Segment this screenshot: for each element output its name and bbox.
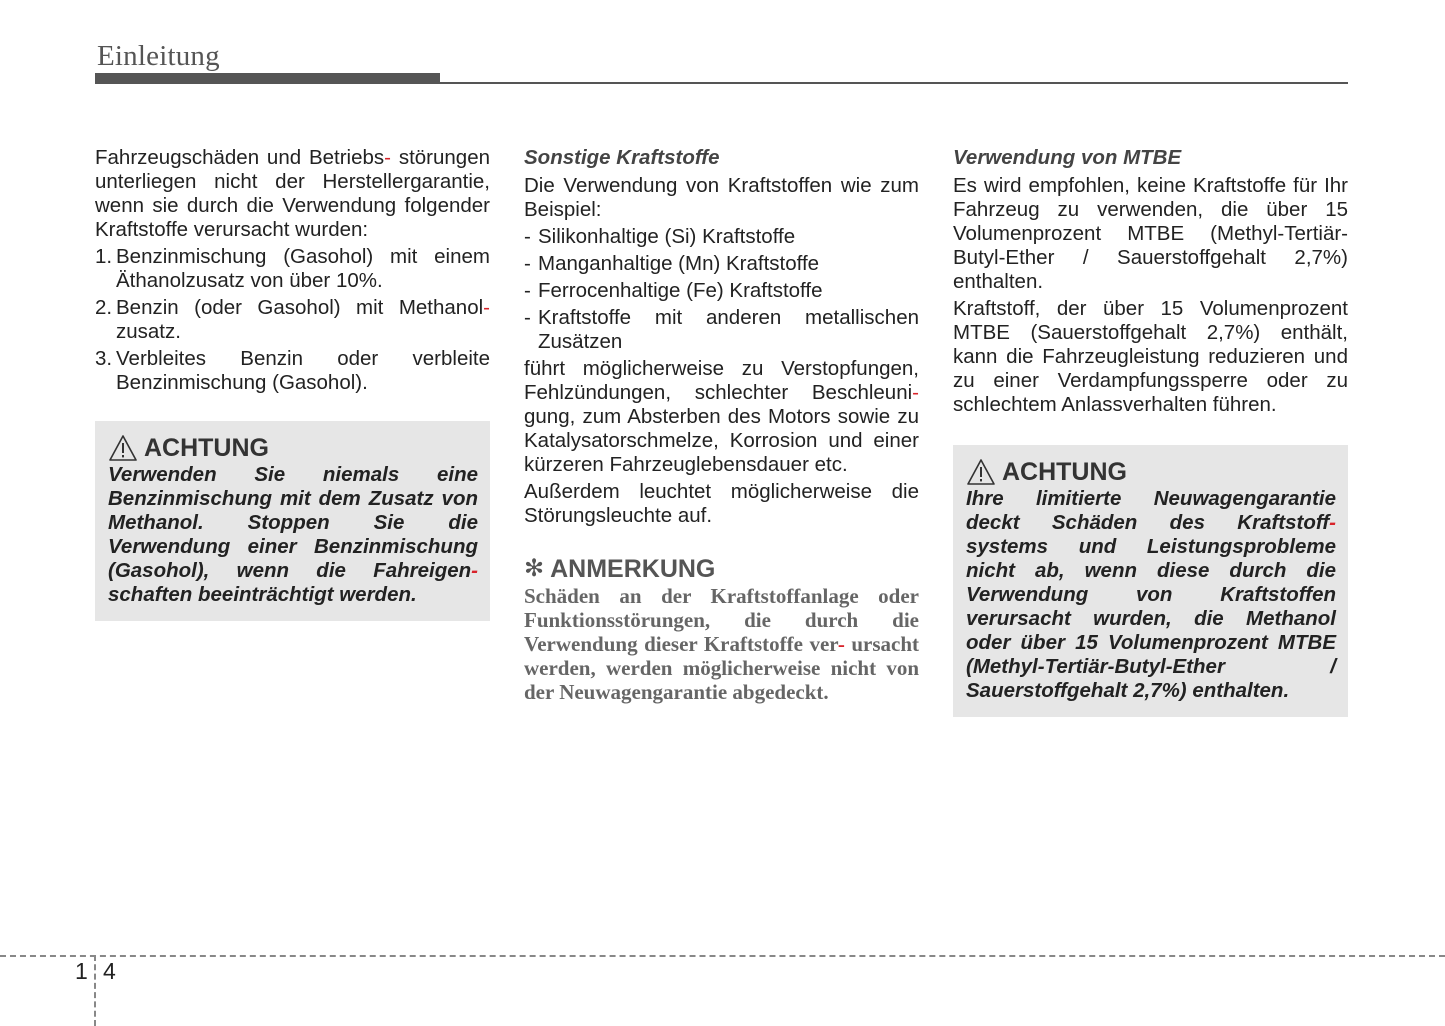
column-right: [953, 146, 1348, 717]
header-bar: [95, 73, 440, 84]
footer-divider: [94, 955, 96, 1026]
note-title: ✻ ANMERKUNG: [524, 555, 716, 583]
paragraph: Es wird empfohlen, keine Kraftstoffe für Ihr Fahrzeug zu verwenden, die über 15 Volumenprozent MTBE (Methyl-Tertiär-Butyl-Ether / Sauerstoffgehalt 2,7%) enthalten.: [953, 174, 1348, 293]
warning-triangle-icon: [966, 458, 996, 486]
chapter-number: 1: [75, 958, 88, 984]
list-item: - Ferrocenhaltige (Fe) Kraftstoffe: [524, 279, 823, 302]
warning-triangle-icon: [108, 434, 138, 462]
section-heading: Sonstige Kraftstoffe: [524, 146, 720, 169]
warning-title: ACHTUNG: [966, 457, 1336, 487]
footer-dashed-line: [0, 955, 1445, 957]
column-middle: [524, 146, 919, 704]
list-item: 2. Benzin (oder Gasohol) mit Methanol- zusatz.: [95, 296, 490, 343]
list-item: 3. Verbleites Benzin oder verbleite Benzinmischung (Gasohol).: [95, 347, 490, 394]
consequence-paragraph: führt möglicherweise zu Verstopfungen, Fehlzündungen, schlechter Beschleuni- gung, zum Absterben des Motors sowie zu Katalysatorschmelze, Korrosion und einer kürzeren Fahrzeuglebensdauer etc.: [524, 357, 919, 476]
section-heading: Verwendung von MTBE: [953, 146, 1182, 169]
note-text: Schäden an der Kraftstoffanlage oder Funktionsstörungen, die durch die Verwendung dieser Kraftstoffe ver- ursacht werden, werden möglicherweise nicht von der Neuwagengarantie abgedeckt.: [524, 584, 919, 704]
warning-text: Verwenden Sie niemals eine Benzinmischung mit dem Zusatz von Methanol. Stoppen Sie die Verwendung einer Benzinmischung (Gasohol), wenn die Fahreigen- schaften beeinträchtigt werden.: [108, 463, 478, 606]
warning-text: Ihre limitierte Neuwagengarantie deckt Schäden des Kraftstoff- systems und Leistungsprobleme nicht ab, wenn diese durch die Verwendung von Kraftstoffen verursacht wurden, die Methanol oder über 15 Volumenprozent MTBE (Methyl-Tertiär-Butyl-Ether / Sauerstoffgehalt 2,7%) enthalten.: [966, 487, 1336, 702]
paragraph: Kraftstoff, der über 15 Volumenprozent MTBE (Sauerstoffgehalt 2,7%) enthält, kann die Fahrzeugleistung reduzieren und zu einer Verdampfungssperre oder zu schlechtem Anlassverhalten führen.: [953, 297, 1348, 416]
list-item: - Kraftstoffe mit anderen metallischen Zusätzen: [524, 306, 919, 353]
asterisk-icon: ✻: [524, 555, 545, 582]
column-left: [95, 146, 490, 621]
warning-box: [95, 421, 490, 621]
list-item: - Manganhaltige (Mn) Kraftstoffe: [524, 252, 820, 275]
page-number: 4: [103, 958, 116, 984]
intro-paragraph: Fahrzeugschäden und Betriebs- störungen unterliegen nicht der Herstellergarantie, wenn sie durch die Verwendung folgender Kraftstoffe verursacht wurden:: [95, 146, 490, 241]
note-block: [524, 554, 919, 704]
fuel-type-list: [524, 225, 919, 354]
fuel-list: [95, 245, 490, 395]
page-title: Einleitung: [97, 40, 220, 72]
warning-box: [953, 445, 1348, 717]
warning-title: ACHTUNG: [108, 433, 478, 463]
header-rule: [440, 82, 1348, 84]
extra-paragraph: Außerdem leuchtet möglicherweise die Störungsleuchte auf.: [524, 480, 919, 527]
list-item: 1. Benzinmischung (Gasohol) mit einem Äthanolzusatz von über 10%.: [95, 245, 490, 292]
intro-paragraph: Die Verwendung von Kraftstoffen wie zum Beispiel:: [524, 174, 919, 221]
list-item: - Silikonhaltige (Si) Kraftstoffe: [524, 225, 796, 248]
